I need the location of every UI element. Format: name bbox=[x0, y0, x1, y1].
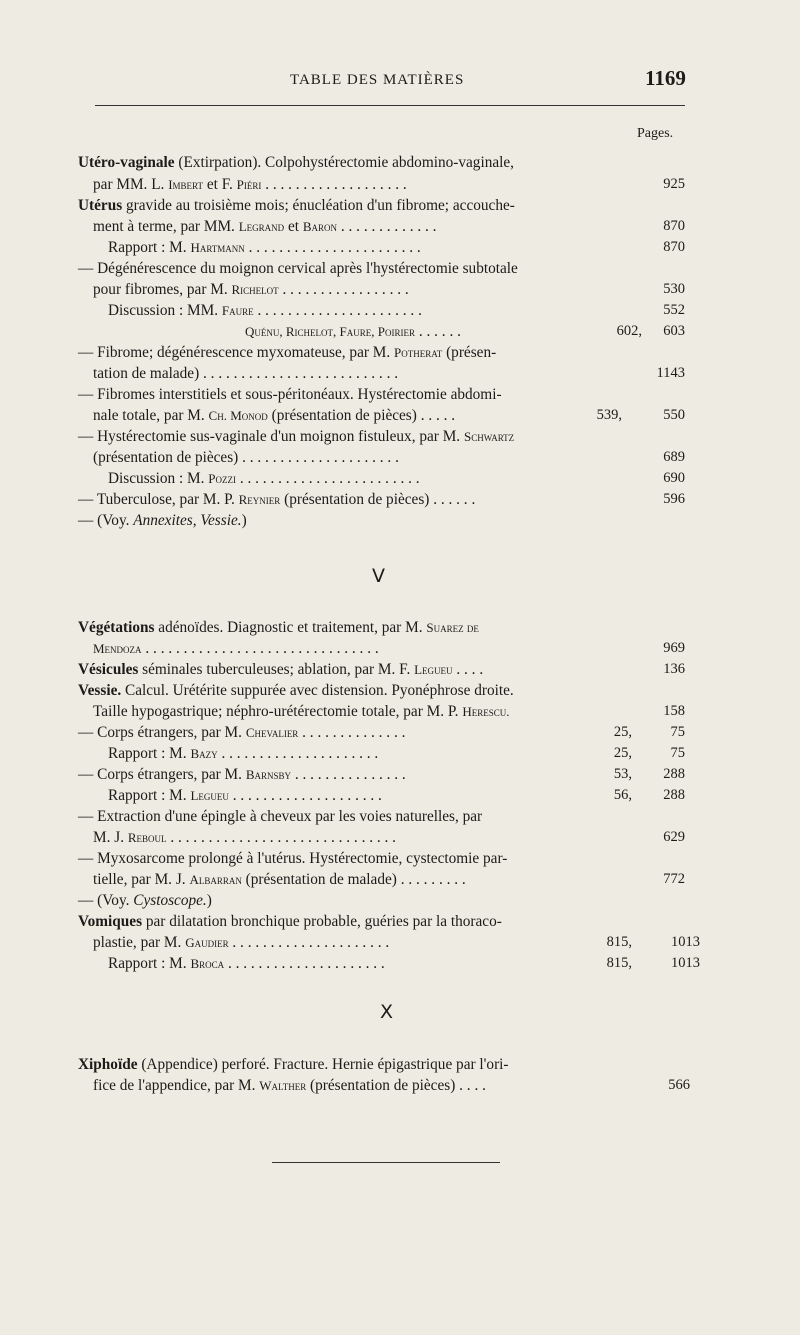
entry-line: — Fibrome; dégénérescence myxomateuse, par M. Potherat (présen- bbox=[78, 344, 497, 361]
entry-line: fice de l'appendice, par M. Walther (présentation de pièces) . . . . bbox=[93, 1077, 486, 1094]
page-ref: 158 bbox=[663, 703, 685, 719]
page-ref: 25, bbox=[613, 745, 632, 761]
section-letter-x: X bbox=[380, 1001, 394, 1023]
page-ref: 815, bbox=[606, 934, 632, 950]
header-rule bbox=[95, 105, 685, 106]
page-ref: 552 bbox=[663, 302, 685, 318]
page-ref: 629 bbox=[663, 829, 685, 845]
pages-column-label: Pages. bbox=[637, 126, 674, 141]
page-ref: 550 bbox=[663, 407, 685, 423]
entry-line: Vessie. Calcul. Urétérite suppurée avec distension. Pyonéphrose droite. bbox=[78, 682, 514, 699]
page-ref: 530 bbox=[663, 281, 685, 297]
entry-line: Vomiques par dilatation bronchique probable, guéries par la thoraco- bbox=[78, 913, 502, 930]
page-ref: 75 bbox=[670, 724, 685, 740]
page-ref: 288 bbox=[663, 787, 685, 803]
page-ref: 772 bbox=[663, 871, 685, 887]
entry-line: Taille hypogastrique; néphro-urétérectomie totale, par M. P. Herescu. bbox=[93, 703, 510, 720]
entry-line: — Corps étrangers, par M. Barnsby . . . . . . . . . . . . . . . bbox=[78, 766, 406, 783]
entry-line: pour fibromes, par M. Richelot . . . . . . . . . . . . . . . . . bbox=[93, 281, 409, 298]
page-ref: 689 bbox=[663, 449, 685, 465]
entry-line: Rapport : M. Broca . . . . . . . . . . . . . . . . . . . . . bbox=[108, 955, 385, 972]
entry-line: Utéro-vaginale (Extirpation). Colpohystérectomie abdomino-vaginale, bbox=[78, 154, 514, 171]
entry-line: Végétations adénoïdes. Diagnostic et traitement, par M. Suarez de bbox=[78, 619, 479, 636]
page-header bbox=[0, 66, 800, 96]
end-rule bbox=[272, 1162, 500, 1163]
page-ref: 969 bbox=[663, 640, 685, 656]
page-ref: 566 bbox=[668, 1077, 690, 1093]
entry-line: Discussion : MM. Faure . . . . . . . . . . . . . . . . . . . . . . bbox=[108, 302, 422, 319]
entry-line: — Corps étrangers, par M. Chevalier . . . . . . . . . . . . . . bbox=[78, 724, 406, 741]
page-ref: 53, bbox=[613, 766, 632, 782]
entry-line: — Fibromes interstitiels et sous-péritonéaux. Hystérectomie abdomi- bbox=[78, 386, 502, 403]
page-ref: 56, bbox=[613, 787, 632, 803]
entry-line: — Extraction d'une épingle à cheveux par les voies naturelles, par bbox=[78, 808, 483, 825]
entry-line: Rapport : M. Hartmann . . . . . . . . . . . . . . . . . . . . . . . bbox=[108, 239, 421, 256]
page-ref: 925 bbox=[663, 176, 685, 192]
page-ref: 870 bbox=[663, 239, 685, 255]
entry-line: — Dégénérescence du moignon cervical après l'hystérectomie subtotale bbox=[78, 260, 518, 277]
entry-line: — Myxosarcome prolongé à l'utérus. Hystérectomie, cystectomie par- bbox=[78, 850, 508, 867]
page-ref: 603 bbox=[663, 323, 685, 339]
page-ref: 602, bbox=[616, 323, 642, 339]
page-ref: 690 bbox=[663, 470, 685, 486]
entry-line: — (Voy. Cystoscope.) bbox=[78, 892, 212, 909]
entry-line: Xiphoïde (Appendice) perforé. Fracture. Hernie épigastrique par l'ori- bbox=[78, 1056, 509, 1073]
page-ref: 870 bbox=[663, 218, 685, 234]
page-ref: 539, bbox=[596, 407, 622, 423]
entry-line: nale totale, par M. Ch. Monod (présentation de pièces) . . . . . bbox=[93, 407, 456, 424]
entry-line: — Tuberculose, par M. P. Reynier (présentation de pièces) . . . . . . bbox=[78, 491, 476, 508]
entry-line: Rapport : M. Legueu . . . . . . . . . . . . . . . . . . . . bbox=[108, 787, 382, 804]
entry-line: — (Voy. Annexites, Vessie.) bbox=[78, 512, 247, 529]
entry-line: Quénu, Richelot, Faure, Poirier . . . . . . bbox=[245, 323, 461, 340]
entry-line: M. J. Reboul . . . . . . . . . . . . . . . . . . . . . . . . . . . . . . bbox=[93, 829, 396, 846]
entry-line: Discussion : M. Pozzi . . . . . . . . . . . . . . . . . . . . . . . . bbox=[108, 470, 420, 487]
entry-line: Rapport : M. Bazy . . . . . . . . . . . . . . . . . . . . . bbox=[108, 745, 379, 762]
page-ref: 596 bbox=[663, 491, 685, 507]
entry-line: plastie, par M. Gaudier . . . . . . . . . . . . . . . . . . . . . bbox=[93, 934, 390, 951]
page-ref: 136 bbox=[663, 661, 685, 677]
page-ref: 75 bbox=[670, 745, 685, 761]
entry-line: — Hystérectomie sus-vaginale d'un moignon fistuleux, par M. Schwartz bbox=[78, 428, 515, 445]
page-ref: 25, bbox=[613, 724, 632, 740]
running-title: TABLE DES MATIÈRES bbox=[290, 72, 465, 88]
entry-line: tation de malade) . . . . . . . . . . . . . . . . . . . . . . . . . . bbox=[93, 365, 399, 382]
entry-line: (présentation de pièces) . . . . . . . . . . . . . . . . . . . . . bbox=[93, 449, 399, 466]
entry-line: par MM. L. Imbert et F. Piéri . . . . . . . . . . . . . . . . . . . bbox=[93, 176, 407, 193]
page-ref: 288 bbox=[663, 766, 685, 782]
entry-line: Mendoza . . . . . . . . . . . . . . . . . . . . . . . . . . . . . . . bbox=[93, 640, 379, 657]
entry-line: Vésicules séminales tuberculeuses; ablation, par M. F. Legueu . . . . bbox=[78, 661, 484, 678]
entry-line: ment à terme, par MM. Legrand et Baron . . . . . . . . . . . . . bbox=[93, 218, 437, 235]
page-number: 1169 bbox=[645, 66, 686, 90]
entry-line: Utérus gravide au troisième mois; énucléation d'un fibrome; accouche- bbox=[78, 197, 515, 214]
page-ref: 815, bbox=[606, 955, 632, 971]
section-letter-v: V bbox=[372, 565, 385, 587]
page-ref: 1013 bbox=[671, 955, 700, 971]
page-ref: 1013 bbox=[671, 934, 700, 950]
page-ref: 1143 bbox=[656, 365, 685, 381]
entry-line: tielle, par M. J. Albarran (présentation de malade) . . . . . . . . . bbox=[93, 871, 466, 888]
